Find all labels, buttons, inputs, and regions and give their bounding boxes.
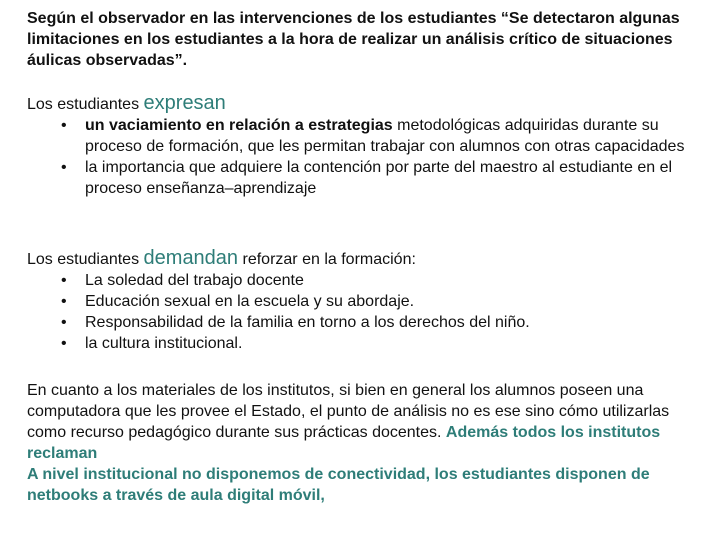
- list-item-text: metodológicas adquiridas durante su proceso de formación, que les permitan trabajar con alumnos con otras capacidades: [85, 117, 685, 155]
- section-lead: Los estudiantes: [27, 96, 144, 113]
- demandan-list: [27, 270, 711, 354]
- list-item: [27, 157, 711, 199]
- list-item: [27, 291, 711, 312]
- bullet-icon: •: [61, 272, 67, 289]
- outro-paragraph: [27, 380, 711, 506]
- list-item-text: la cultura institucional.: [85, 335, 243, 352]
- list-item-text: La soledad del trabajo docente: [85, 272, 304, 289]
- bullet-icon: •: [61, 335, 67, 352]
- outro-highlight-2: A nivel institucional no disponemos de conectividad, los estudiantes disponen de netbooks a través de aula digital móvil,: [27, 466, 650, 504]
- list-item-bold: un vaciamiento en relación a estrategias: [85, 117, 393, 134]
- list-item-text: Educación sexual en la escuela y su abordaje.: [85, 293, 415, 310]
- keyword-expresan: expresan: [143, 92, 226, 114]
- list-item: [27, 333, 711, 354]
- section-tail: reforzar en la formación:: [238, 251, 416, 268]
- list-item: [27, 270, 711, 291]
- bullet-icon: •: [61, 293, 67, 310]
- list-item-text: la importancia que adquiere la contención por parte del maestro al estudiante en el proceso enseñanza–aprendizaje: [85, 159, 673, 197]
- outro-highlight: Además todos los institutos reclaman: [27, 424, 661, 462]
- section-expresan: [27, 93, 711, 199]
- section-expresan-heading: [27, 93, 711, 115]
- outro-text: En cuanto a los materiales de los institutos, si bien en general los alumnos poseen una computadora que les provee el Estado, el punto de análisis no es ese sino cómo utilizarlas como recurso pedagógico durante sus prácticas docentes.: [27, 382, 670, 441]
- list-item: [27, 312, 711, 333]
- expresan-list: [27, 115, 711, 199]
- bullet-icon: •: [61, 159, 67, 176]
- bullet-icon: •: [61, 314, 67, 331]
- list-item-text: Responsabilidad de la familia en torno a los derechos del niño.: [85, 314, 530, 331]
- section-lead: Los estudiantes: [27, 251, 144, 268]
- keyword-demandan: demandan: [143, 247, 239, 269]
- section-demandan-heading: [27, 248, 711, 270]
- bullet-icon: •: [61, 117, 67, 134]
- intro-paragraph: Según el observador en las intervenciones de los estudiantes “Se detectaron algunas limitaciones en los estudiantes a la hora de realizar un análisis crítico de situaciones áulicas observadas”.: [27, 10, 680, 69]
- section-demandan: [27, 248, 711, 354]
- list-item: [27, 115, 711, 157]
